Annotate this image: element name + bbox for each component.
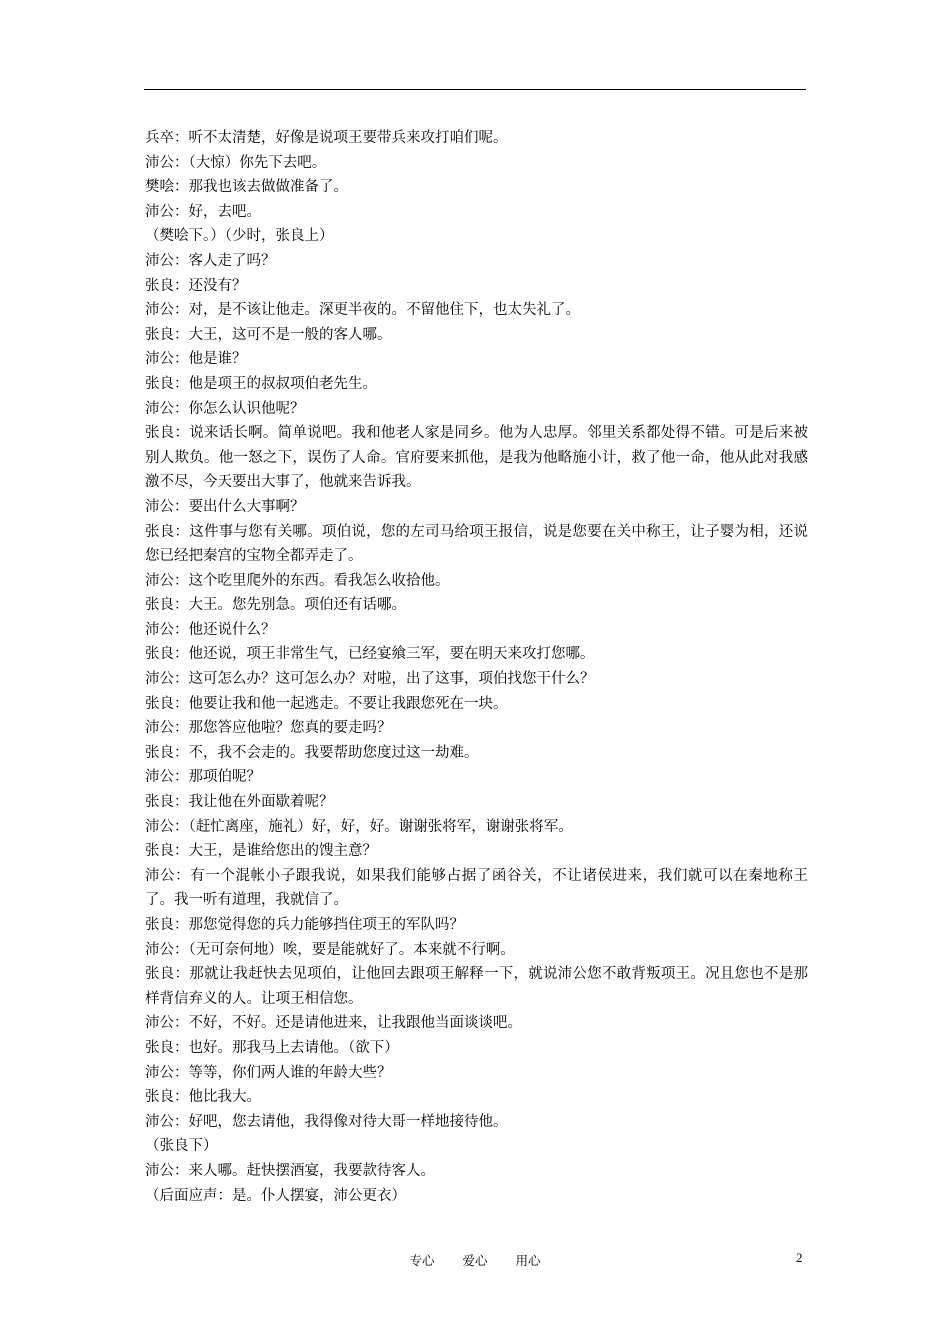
dialogue-line: 沛公：（无可奈何地）唉，要是能就好了。本来就不行啊。 [145,941,515,958]
script-body [145,126,808,1208]
dialogue-line: 张良：说来话长啊。简单说吧。我和他老人家是同乡。他为人忠厚。邻里关系都处得不错。可是后来被别人欺负。他一怒之下，误伤了人命。官府要来抓他，是我为他略施小计，救了他一命，他从此对我感激不尽，今天要出大事了，他就来告诉我。 [145,425,808,491]
dialogue-line: 沛公：这个吃里爬外的东西。看我怎么收拾他。 [145,572,450,589]
dialogue-line: 沛公：来人哪。赶快摆酒宴，我要款待客人。 [145,1162,435,1179]
dialogue-line: 沛公：那项伯呢？ [145,769,261,786]
dialogue-line: 张良：我让他在外面歇着呢？ [145,794,334,811]
stage-direction: （张良下） [145,1138,218,1155]
dialogue-line: 樊哙：那我也该去做做准备了。 [145,179,348,196]
dialogue-line: 沛公：对，是不该让他走。深更半夜的。不留他住下，也太失礼了。 [145,302,580,319]
dialogue-line: 张良：还没有？ [145,277,247,294]
header-rule [144,89,806,90]
dialogue-line: 张良：也好。那我马上去请他。（欲下） [145,1039,399,1056]
dialogue-line: 张良：他比我大。 [145,1089,261,1106]
dialogue-line: 沛公：等等，你们两人谁的年龄大些？ [145,1064,392,1081]
dialogue-line: 沛公：好，去吧。 [145,203,261,220]
dialogue-line: 沛公：客人走了吗？ [145,252,276,269]
dialogue-line: 沛公：有一个混帐小子跟我说，如果我们能够占据了函谷关，不让诸侯进来，我们就可以在秦地称王了。我一听有道理，我就信了。 [145,867,808,909]
stage-direction: （后面应声：是。仆人摆宴，沛公更衣） [145,1187,406,1204]
dialogue-line: 张良：大王，是谁给您出的馊主意？ [145,843,377,860]
dialogue-line: 沛公：不好，不好。还是请他进来，让我跟他当面谈谈吧。 [145,1015,522,1032]
dialogue-line: 沛公：好吧，您去请他，我得像对待大哥一样地接待他。 [145,1113,508,1130]
dialogue-line: 张良：不，我不会走的。我要帮助您度过这一劫难。 [145,744,479,761]
dialogue-line: 沛公：他还说什么？ [145,621,276,638]
dialogue-line: 张良：他是项王的叔叔项伯老先生。 [145,375,377,392]
dialogue-line: 沛公：要出什么大事啊？ [145,498,305,515]
page-number: 2 [796,1250,803,1265]
dialogue-line: 沛公：你怎么认识他呢？ [145,400,305,417]
dialogue-line: 沛公：（大惊）你先下去吧。 [145,154,327,171]
dialogue-line: 张良：大王，这可不是一般的客人哪。 [145,326,392,343]
dialogue-line: 张良：那就让我赶快去见项伯，让他回去跟项王解释一下，就说沛公您不敢背叛项王。况且您也不是那样背信弃义的人。让项王相信您。 [145,966,808,1007]
dialogue-line: 沛公：他是谁？ [145,351,247,368]
footer-motto: 专心 爱心 用心 [409,1253,541,1268]
dialogue-line: 张良：这件事与您有关哪。项伯说，您的左司马给项王报信，说是您要在关中称王，让子婴为相，还说您已经把秦宫的宝物全都弄走了。 [145,523,808,565]
stage-direction: （樊哙下。）（少时，张良上） [145,228,334,245]
dialogue-line: 张良：他还说，项王非常生气，已经宴飨三军，要在明天来攻打您哪。 [145,646,595,663]
dialogue-line: 张良：大王。您先别急。项伯还有话哪。 [145,597,406,614]
dialogue-line: 沛公：（赶忙离座，施礼）好，好，好。谢谢张将军，谢谢张将军。 [145,818,573,835]
dialogue-line: 张良：那您觉得您的兵力能够挡住项王的军队吗？ [145,917,464,933]
dialogue-line: 沛公：那您答应他啦？您真的要走吗？ [145,720,392,737]
dialogue-line: 兵卒：听不太清楚，好像是说项王要带兵来攻打咱们呢。 [145,130,508,146]
dialogue-line: 沛公：这可怎么办？这可怎么办？对啦，出了这事，项伯找您干什么？ [145,671,595,688]
dialogue-line: 张良：他要让我和他一起逃走。不要让我跟您死在一块。 [145,695,508,712]
